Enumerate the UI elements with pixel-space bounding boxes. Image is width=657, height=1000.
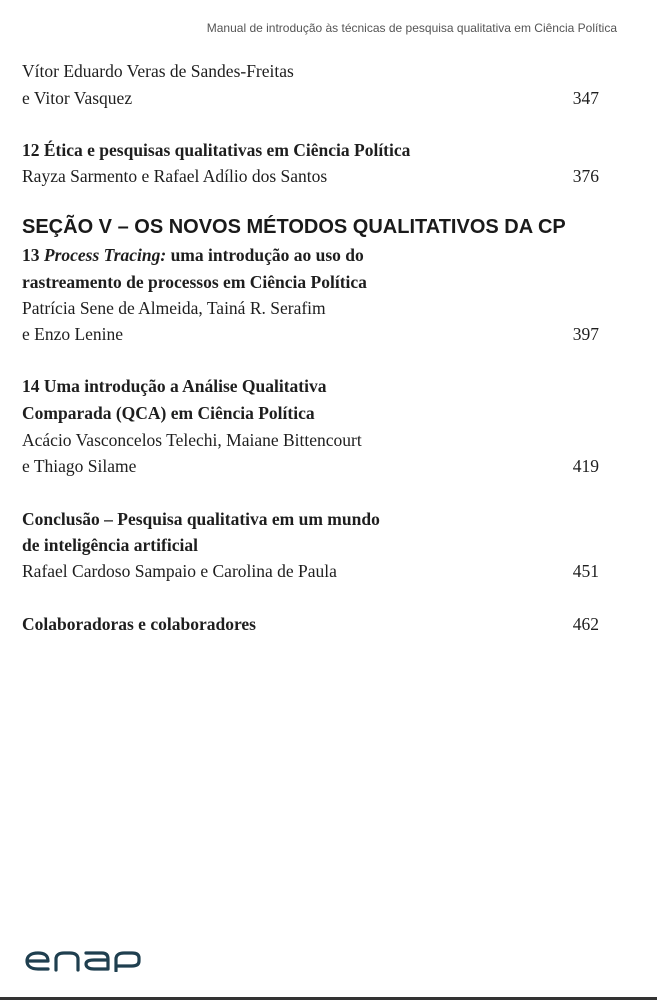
- toc-authors: Patrícia Sene de Almeida, Tainá R. Serafim: [22, 298, 326, 318]
- running-header: Manual de introdução às técnicas de pesquisa qualitativa em Ciência Política: [206, 21, 617, 35]
- section-heading: SEÇÃO V – OS NOVOS MÉTODOS QUALITATIVOS DA CP: [22, 216, 566, 238]
- toc-page-number: 451: [572, 561, 599, 581]
- toc-authors: e Vitor Vasquez: [22, 88, 133, 108]
- toc-chapter-title: Colaboradoras e colaboradores: [22, 614, 256, 634]
- toc-page-number: 347: [572, 88, 599, 108]
- toc-page-number: 397: [572, 324, 599, 344]
- toc-chapter-title: Comparada (QCA) em Ciência Política: [22, 403, 315, 423]
- toc-chapter-title: rastreamento de processos em Ciência Política: [22, 272, 367, 292]
- toc-authors: Rafael Cardoso Sampaio e Carolina de Paula: [22, 561, 337, 581]
- toc-page-number: 419: [572, 456, 599, 476]
- chapter-title-rest: uma introdução ao uso do: [170, 245, 364, 265]
- toc-chapter-title: [22, 242, 599, 268]
- toc-authors: Acácio Vasconcelos Telechi, Maiane Bittencourt: [22, 430, 362, 450]
- toc-chapter-title: Conclusão – Pesquisa qualitativa em um mundo: [22, 509, 380, 529]
- toc-page-number: 376: [572, 166, 599, 186]
- toc-authors: Rayza Sarmento e Rafael Adílio dos Santos: [22, 166, 328, 186]
- toc-chapter-title: de inteligência artificial: [22, 535, 198, 555]
- toc-authors: Vítor Eduardo Veras de Sandes-Freitas: [22, 61, 294, 81]
- toc-chapter-title: 12 Ética e pesquisas qualitativas em Ciência Política: [22, 140, 411, 160]
- chapter-title-italic: Process Tracing:: [43, 245, 167, 265]
- toc-chapter-title: 14 Uma introdução a Análise Qualitativa: [22, 376, 327, 396]
- enap-logo: [24, 950, 142, 972]
- toc-page-number: 462: [572, 614, 599, 634]
- toc-authors: e Thiago Silame: [22, 456, 137, 476]
- chapter-number: 13: [22, 245, 40, 265]
- toc-authors: e Enzo Lenine: [22, 324, 124, 344]
